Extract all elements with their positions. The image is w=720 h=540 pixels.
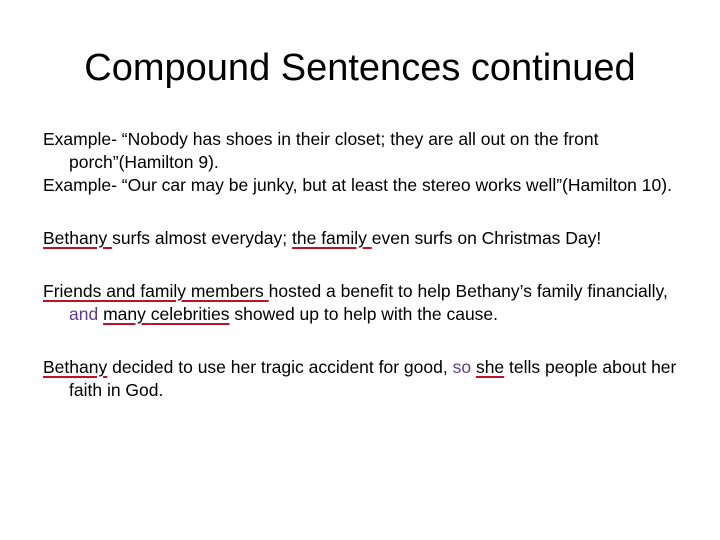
subject-underlined: Bethany: [43, 228, 113, 248]
spacer: [43, 326, 683, 356]
slide-body: [43, 128, 683, 402]
clause-text: tells people about her faith in God.: [69, 357, 677, 400]
spacer: [43, 197, 683, 227]
clause-text: even surfs on Christmas Day!: [371, 228, 602, 248]
slide-title: Compound Sentences continued: [84, 47, 636, 89]
clause-text: decided to use her tragic accident for good,: [107, 357, 453, 377]
subject-underlined: Friends and family members: [43, 281, 269, 301]
compound-sentence-1: [43, 227, 683, 250]
subject-underlined: she: [475, 357, 505, 377]
spacer: [43, 250, 683, 280]
clause-text: showed up to help with the cause.: [229, 304, 499, 324]
subject-underlined: the family: [292, 228, 372, 248]
conjunction: and: [69, 304, 104, 324]
clause-text: surfs almost everyday;: [112, 228, 292, 248]
subject-underlined: celebrities: [150, 304, 230, 324]
clause-text: hosted a benefit to help Bethany’s family financially,: [268, 281, 668, 301]
modifier-underlined: many: [103, 304, 151, 324]
compound-sentence-3: [43, 356, 683, 402]
compound-sentence-2: [43, 280, 683, 326]
conjunction: so: [452, 357, 476, 377]
subject-underlined: Bethany: [43, 357, 108, 377]
example-quote-1: Example- “Nobody has shoes in their closet; they are all out on the front porch”(Hamilton 9).: [43, 129, 599, 172]
example-quote-2: Example- “Our car may be junky, but at least the stereo works well”(Hamilton 10).: [43, 175, 672, 195]
